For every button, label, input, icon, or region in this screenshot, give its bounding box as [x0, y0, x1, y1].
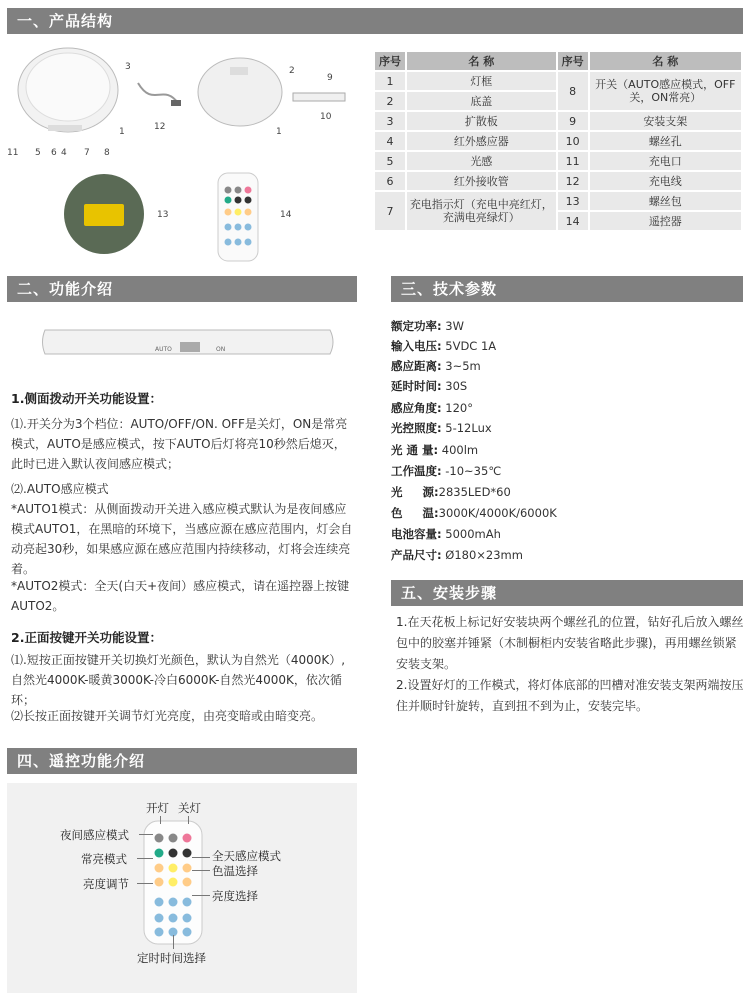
spec-row: [391, 418, 492, 438]
section-header-remote: 四、遥控功能介绍: [7, 748, 357, 774]
table-cell: 灯框: [407, 72, 556, 90]
table-cell: 充电指示灯（充电中亮红灯，充满电亮绿灯）: [407, 192, 556, 230]
table-cell: 4: [375, 132, 405, 150]
product-back-image: [195, 55, 285, 130]
spec-value: 3000K/4000K/6000K: [438, 506, 557, 520]
table-cell: 充电线: [590, 172, 741, 190]
callout-10: 10: [320, 112, 332, 122]
screw-pack-image: [62, 172, 147, 257]
callout-1: 1: [119, 127, 125, 137]
remote-label-timer: 定时时间选择: [137, 951, 206, 965]
slider-label-on: ON: [216, 346, 226, 353]
table-cell: 1: [375, 72, 405, 90]
callout-11: 11: [7, 148, 19, 158]
header-name: 名 称: [590, 52, 741, 70]
remote-label-ct: 色温选择: [212, 864, 258, 878]
table-cell: 12: [558, 172, 588, 190]
callout-5: 5: [35, 148, 41, 158]
callout-4: 4: [61, 148, 67, 158]
table-cell: 安装支架: [590, 112, 741, 130]
function-paragraph: ⑴.开关分为3个档位：AUTO/OFF/ON. OFF是关灯，ON是常亮模式，AUTO是感应模式，按下AUTO后灯将亮10秒然后熄灭，此时已进入默认夜间感应模式；: [11, 417, 348, 471]
table-cell: 11: [558, 152, 588, 170]
leader-line: [173, 935, 174, 949]
spec-row: [391, 482, 511, 502]
header-no: 序号: [375, 52, 405, 70]
product-side-image: [40, 322, 340, 362]
leader-line: [188, 816, 189, 824]
function-paragraph: ⑴.短按正面按键开关切换灯光颜色，默认为自然光（4000K）,自然光4000K-暖黄3000K-冷白6000K-自然光4000K，依次循环；: [11, 653, 346, 707]
section-header-structure: 一、产品结构: [7, 8, 743, 34]
spec-row: [391, 356, 481, 376]
parts-table: [373, 50, 743, 232]
spec-key: 色 温:: [391, 506, 439, 520]
table-cell: 2: [375, 92, 405, 110]
spec-row: [391, 503, 557, 523]
table-cell: 螺丝孔: [590, 132, 741, 150]
leader-line: [137, 858, 153, 859]
charging-cable-image: [133, 78, 183, 118]
function-heading-2: 2.正面按键开关功能设置：: [11, 630, 162, 645]
table-cell: 5: [375, 152, 405, 170]
leader-line: [139, 834, 153, 835]
spec-key: 延时时间:: [391, 379, 442, 393]
callout-8: 8: [104, 148, 110, 158]
mounting-bracket-image: [290, 87, 350, 107]
table-cell: 9: [558, 112, 588, 130]
spec-row: [391, 545, 523, 565]
spec-key: 工作温度:: [391, 464, 442, 478]
spec-row: [391, 316, 464, 336]
spec-value: 120°: [445, 401, 473, 415]
remote-label-off: 关灯: [178, 801, 201, 815]
spec-row: [391, 524, 501, 544]
remote-label-on: 开灯: [146, 801, 169, 815]
function-paragraph: *AUTO2模式：全天(白天+夜间）感应模式，请在遥控器上按键AUTO2。: [11, 579, 350, 613]
leader-line: [192, 857, 210, 858]
header-no: 序号: [558, 52, 588, 70]
leader-line: [160, 816, 161, 824]
spec-key: 产品尺寸:: [391, 548, 442, 562]
callout-3: 3: [125, 62, 131, 72]
callout-14: 14: [280, 210, 292, 220]
table-cell: 10: [558, 132, 588, 150]
section-header-install: 五、安装步骤: [391, 580, 743, 606]
table-cell: 3: [375, 112, 405, 130]
spec-row: [391, 336, 496, 356]
table-cell: 光感: [407, 152, 556, 170]
spec-value: 3W: [445, 319, 464, 333]
spec-key: 输入电压:: [391, 339, 442, 353]
table-cell: 红外感应器: [407, 132, 556, 150]
section-header-specs: 三、技术参数: [391, 276, 743, 302]
remote-label-brightness-sel: 亮度选择: [212, 889, 258, 903]
spec-key: 光 通 量:: [391, 443, 439, 457]
spec-value: 5VDC 1A: [445, 339, 497, 353]
table-cell: 7: [375, 192, 405, 230]
table-cell: 13: [558, 192, 588, 210]
spec-value: 2835LED*60: [438, 485, 511, 499]
spec-value: Ø180×23mm: [445, 548, 523, 562]
table-cell: 红外接收管: [407, 172, 556, 190]
spec-value: 30S: [445, 379, 468, 393]
function-heading-1: 1.侧面拨动开关功能设置：: [11, 391, 162, 406]
header-name: 名 称: [407, 52, 556, 70]
spec-row: [391, 376, 467, 396]
install-paragraph: 2.设置好灯的工作模式，将灯体底部的凹槽对准安装支架两端按压住并顺时针旋转，直到扭不到为止，安装完毕。: [396, 678, 744, 713]
table-cell: 扩散板: [407, 112, 556, 130]
table-cell: 8: [558, 72, 588, 110]
callout-9: 9: [327, 73, 333, 83]
spec-key: 感应角度:: [391, 401, 442, 415]
slider-label-auto: AUTO: [155, 346, 172, 353]
spec-key: 光 源:: [391, 485, 439, 499]
spec-row: [391, 398, 473, 418]
leader-line: [192, 870, 210, 871]
remote-label-brightness-adj: 亮度调节: [83, 877, 129, 891]
table-cell: 底盖: [407, 92, 556, 110]
table-cell: 开关（AUTO感应模式，OFF关，ON常亮）: [590, 72, 741, 110]
section-header-function: 二、功能介绍: [7, 276, 357, 302]
spec-row: [391, 440, 478, 460]
table-cell: 14: [558, 212, 588, 230]
table-cell: 遥控器: [590, 212, 741, 230]
table-cell: 螺丝包: [590, 192, 741, 210]
remote-control-image: [217, 172, 259, 262]
spec-value: 400lm: [441, 443, 479, 457]
spec-key: 感应距离:: [391, 359, 442, 373]
leader-line: [137, 883, 153, 884]
spec-key: 额定功率:: [391, 319, 442, 333]
leader-line: [192, 895, 210, 896]
callout-2: 2: [289, 66, 295, 76]
callout-6: 6: [51, 148, 57, 158]
callout-1b: 1: [276, 127, 282, 137]
remote-label-night: 夜间感应模式: [60, 828, 129, 842]
spec-value: 5-12Lux: [445, 421, 492, 435]
install-paragraph: 1.在天花板上标记好安装块两个螺丝孔的位置，钻好孔后放入螺丝包中的胶塞并锤紧（木制橱柜内安装省略此步骤)，再用螺丝锁紧安装支架。: [396, 615, 744, 671]
spec-key: 光控照度:: [391, 421, 442, 435]
function-paragraph: ⑵.AUTO感应模式: [11, 482, 109, 496]
spec-value: 5000mAh: [445, 527, 501, 541]
spec-row: [391, 461, 501, 481]
callout-12: 12: [154, 122, 166, 132]
table-cell: 6: [375, 172, 405, 190]
remote-label-allday: 全天感应模式: [212, 849, 281, 863]
callout-13: 13: [157, 210, 169, 220]
spec-value: 3~5m: [445, 359, 481, 373]
table-cell: 充电口: [590, 152, 741, 170]
product-front-image: [8, 45, 128, 140]
function-paragraph: ⑵长按正面按键开关调节灯光亮度，由亮变暗或由暗变亮。: [11, 709, 324, 723]
spec-key: 电池容量:: [391, 527, 442, 541]
callout-7: 7: [84, 148, 90, 158]
function-paragraph: *AUTO1模式：从侧面拨动开关进入感应模式默认为是夜间感应模式AUTO1，在黑暗的环境下，当感应源在感应范围内，灯会自动亮起30秒，如果感应源在感应范围内持续移动，灯将会连续亮着。: [11, 502, 353, 576]
spec-value: -10~35℃: [445, 464, 502, 478]
remote-label-always: 常亮模式: [81, 852, 127, 866]
